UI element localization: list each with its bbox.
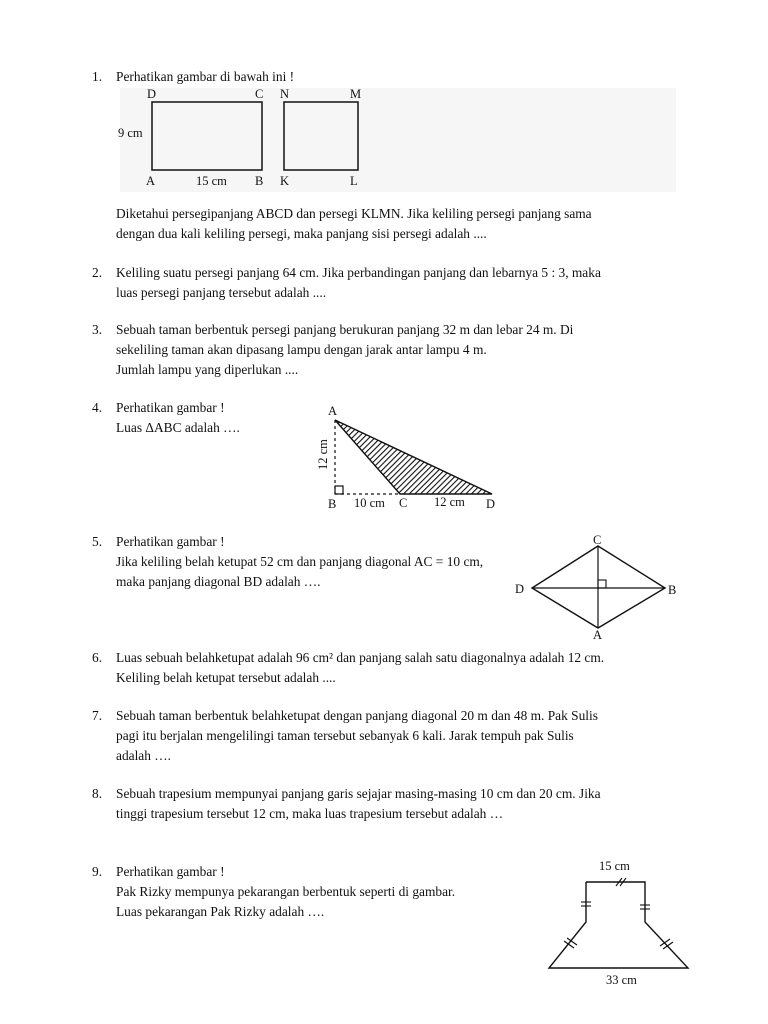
question-text-line: maka panjang diagonal BD adalah …. (116, 574, 321, 589)
label-top: 15 cm (599, 859, 630, 873)
question-1-continuation (92, 204, 676, 244)
land-shape (549, 882, 688, 968)
question-text: Perhatikan gambar di bawah ini ! (116, 69, 295, 84)
question-text-line: Jika keliling belah ketupat 52 cm dan panjang diagonal AC = 10 cm, (116, 554, 484, 569)
label-c: C (399, 496, 408, 510)
question-9 (92, 862, 532, 922)
question-text-line: adalah …. (116, 748, 172, 763)
question-number: 7. (92, 708, 103, 723)
rhombus-figure (510, 530, 690, 645)
question-3 (92, 320, 676, 380)
label-c: C (593, 533, 602, 547)
question-text-line: Pak Rizky mempunya pekarangan berbentuk seperti di gambar. (116, 884, 456, 899)
question-number: 9. (92, 864, 103, 879)
label-k: K (280, 174, 290, 188)
label-d: D (486, 497, 496, 511)
question-number: 1. (92, 69, 103, 84)
label-height: 9 cm (118, 126, 143, 140)
label-d: D (147, 87, 157, 101)
question-4 (92, 398, 312, 438)
label-bc: 10 cm (354, 496, 385, 510)
label-bottom: 33 cm (606, 973, 637, 987)
rectangles-figure (110, 84, 680, 194)
label-height: 12 cm (316, 439, 330, 470)
label-b: B (668, 583, 677, 597)
question-number: 8. (92, 786, 103, 801)
question-text-line: Sebuah taman berbentuk persegi panjang berukuran panjang 32 m dan lebar 24 m. Di (116, 322, 574, 337)
question-text-line: Keliling suatu persegi panjang 64 cm. Jika perbandingan panjang dan lebarnya 5 : 3, maka (116, 265, 601, 280)
question-number: 2. (92, 265, 103, 280)
question-text-line: Keliling belah ketupat tersebut adalah .... (116, 670, 336, 685)
label-b: B (255, 174, 264, 188)
question-text-line: pagi itu berjalan mengelilingi taman tersebut sebanyak 6 kali. Jarak tempuh pak Sulis (116, 728, 574, 743)
triangle-figure (310, 400, 510, 515)
question-text-line: Luas ΔABC adalah …. (116, 420, 240, 435)
question-number: 4. (92, 400, 103, 415)
right-angle-marker (598, 580, 606, 588)
question-number: 6. (92, 650, 103, 665)
question-text-line: Perhatikan gambar ! (116, 400, 225, 415)
question-6 (92, 648, 676, 688)
label-a: A (328, 404, 338, 418)
shaded-triangle-acd (335, 420, 492, 494)
question-text-line: Luas sebuah belahketupat adalah 96 cm² dan panjang salah satu diagonalnya adalah 12 cm. (116, 650, 605, 665)
question-number: 3. (92, 322, 103, 337)
question-text-line: Diketahui persegipanjang ABCD dan persegi KLMN. Jika keliling persegi panjang sama (116, 206, 592, 221)
question-text-line: tinggi trapesium tersebut 12 cm, maka luas trapesium tersebut adalah … (116, 806, 504, 821)
question-text-line: Luas pekarangan Pak Rizky adalah …. (116, 904, 325, 919)
question-2 (92, 263, 676, 303)
label-n: N (280, 87, 290, 101)
label-width: 15 cm (196, 174, 227, 188)
question-5 (92, 532, 552, 592)
question-text-line: dengan dua kali keliling persegi, maka panjang sisi persegi adalah .... (116, 226, 487, 241)
question-text-line: Jumlah lampu yang diperlukan .... (116, 362, 299, 377)
question-text-line: Perhatikan gambar ! (116, 534, 225, 549)
trapezoid-figure (540, 855, 700, 990)
label-c: C (255, 87, 264, 101)
label-a: A (146, 174, 156, 188)
question-text-line: Sebuah taman berbentuk belahketupat dengan panjang diagonal 20 m dan 48 m. Pak Sulis (116, 708, 598, 723)
label-a: A (593, 628, 603, 642)
right-angle-marker (335, 486, 343, 494)
label-l: L (350, 174, 358, 188)
label-d: D (515, 582, 525, 596)
question-number: 5. (92, 534, 103, 549)
label-cd: 12 cm (434, 495, 465, 509)
question-7 (92, 706, 676, 766)
question-text-line: luas persegi panjang tersebut adalah .... (116, 285, 327, 300)
label-m: M (350, 87, 362, 101)
question-8 (92, 784, 676, 824)
label-b: B (328, 497, 337, 511)
question-text-line: Perhatikan gambar ! (116, 864, 225, 879)
question-text-line: sekeliling taman akan dipasang lampu dengan jarak antar lampu 4 m. (116, 342, 487, 357)
question-text-line: Sebuah trapesium mempunyai panjang garis sejajar masing-masing 10 cm dan 20 cm. Jika (116, 786, 601, 801)
